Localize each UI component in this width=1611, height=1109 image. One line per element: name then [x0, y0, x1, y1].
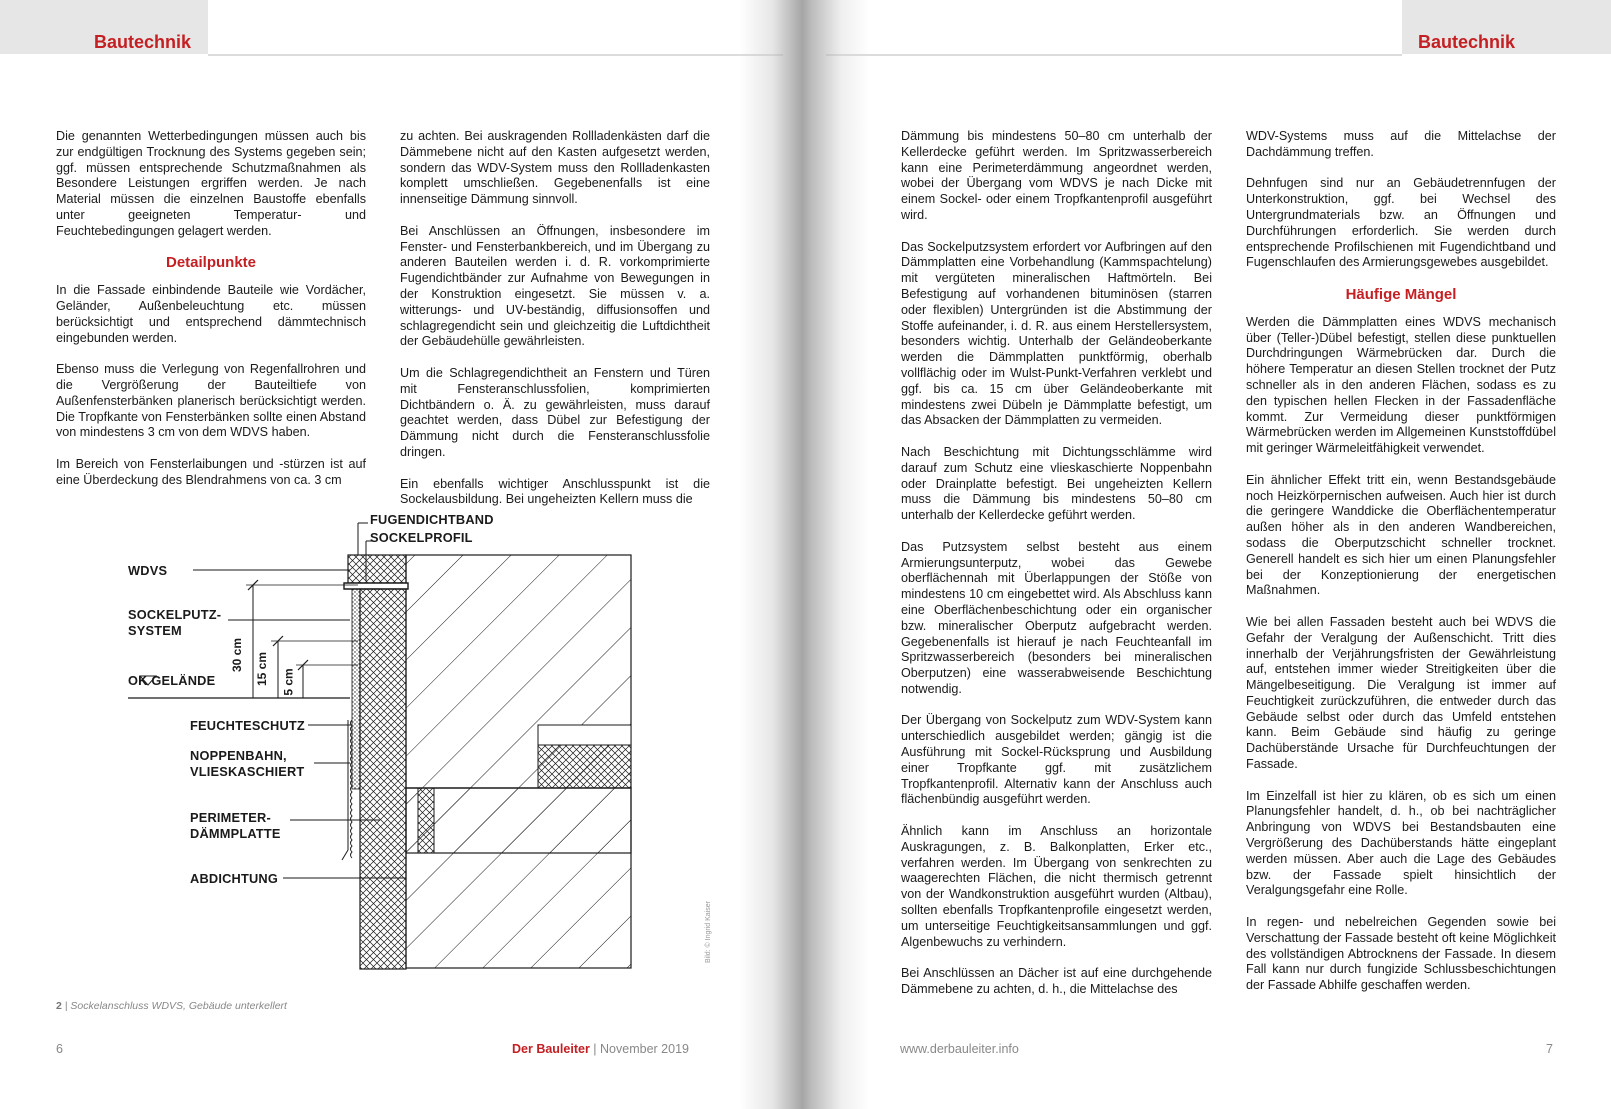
paragraph: Das Putzsystem selbst besteht aus einem Armierungsunterputz, wobei das Gewebe oberflächennah mit Überlappungen der Stöße von mindestens 10 cm eingebettet wird. Als Abschluss kann eine Oberflächenbeschichtung oder ein organischer bzw. mineralischer Oberputz aufgebracht werden. Gegebenenfalls ist hierauf je nach Feuchteanfall im Spritzwasserbereich (besonders bei mineralischen Oberputzen) eine wasserabweisende Beschichtung notwendig. — [901, 539, 1212, 696]
section-title-left: Bautechnik — [94, 32, 192, 52]
label-noppenbahn: NOPPENBAHN, VLIESKASCHIERT — [190, 748, 305, 779]
perimeter-insulation — [360, 589, 406, 969]
paragraph: Ein ebenfalls wichtiger Anschlusspunkt ist die Sockelausbildung. Bei ungeheizten Kellern muss die — [400, 476, 710, 507]
paragraph: Bei Anschlüssen an Öffnungen, insbesondere im Fenster- und Fensterbankbereich, und im Übergang zu anderen Bauteilen werden i. d. R. vorkomprimierte Fugendichtbänder zur Aufnahme von Bewegungen in der Konstruktion eingesetzt. Sie müssen v. a. witterungs- und UV-beständig, diffusionsoffen und schlagregendicht sein und gleichzeitig die Luftdichtheit der Gebäudehülle gewährleisten. — [400, 223, 710, 349]
footer-website: www.derbauleiter.info — [900, 1042, 1019, 1056]
paragraph: Ähnlich kann im Anschluss an horizontale Auskragungen, z. B. Balkonplatten, Erker etc., verfahren werden. Im Übergang von senkrechten zu waagerechten Flächen, die nicht thermisch getrennt von der Wandkonstruktion ausgeführt wurden (Altbau), sollten ebenfalls Tropfkantenprofile eingesetzt werden, um unterseitige Feuchtigkeitsansammlungen und ggf. Algenbewuchs zu verhindern. — [901, 824, 1212, 949]
paragraph: Ein ähnlicher Effekt tritt ein, wenn Bestandsgebäude noch Heizkörpernischen aufweisen. Auch hier ist durch die geringere Wanddicke die Oberflächentemperatur außen höher als in den anderen Wandbereichen, sodass die Oberputzschicht schneller trocknet. Generell handelt es sich hier um einen Planungsfehler bei der Konzeptionierung der energetischen Maßnahmen. — [1246, 472, 1556, 598]
caption-number: 2 — [56, 1000, 62, 1012]
label-fugendichtband: FUGENDICHTBAND — [370, 512, 494, 527]
label-sockelprofil: SOCKELPROFIL — [370, 530, 473, 545]
paragraph: Werden die Dämmplatten eines WDVS mechanisch über (Teller-)Dübel befestigt, stellen diese punktuellen Durchdringungen Wärmebrücken dar. Durch die höhere Temperatur an diesen Stellen trocknet der Putz schneller als in den anderen Flächen, sodass es zu den typischen hellen Flecken in der Fassadenfläche kommt. Zur Vermeidung dieser punktförmigen Wärmebrücken werden im Allgemeinen Kunststoffdübel mit geringer Wärmeleitfähigkeit verwendet. — [1246, 314, 1556, 456]
paragraph: Im Bereich von Fensterlaibungen und -stürzen ist auf eine Überdeckung des Blendrahmens von ca. 3 cm — [56, 456, 366, 487]
magazine-name: Der Bauleiter — [512, 1042, 590, 1056]
wdvs-insulation — [348, 555, 406, 583]
issue-date: November 2019 — [600, 1042, 689, 1056]
text-column-4 — [1246, 129, 1556, 1010]
paragraph: In die Fassade einbindende Bauteile wie Vordächer, Geländer, Außenbeleuchtung etc. müssen berücksichtigt und entsprechend dämmtechnisch eingebunden werden. — [56, 283, 366, 345]
paragraph: Das Sockelputzsystem erfordert vor Aufbringen auf den Dämmplatten eine Vorbehandlung (Kammspachtelung) mit vergüteten mineralischen Haftmörteln. Bei Befestigung auf vorhandenen bituminösen (starren oder flexiblen) Untergründen ist die Abstimmung der Stoffe aufeinander, i. d. R. aus einem Herstellersystem, besonders wichtig. Unterhalb der Geländeoberkante werden die Dämmplatten punktförmig, oberhalb vollflächig oder im Wulst-Punkt-Verfahren verklebt und ggf. bis ca. 15 cm über Geländeoberkante mit mindestens zwei Dübeln je Dämmplatte befestigt, um das Absacken der Dämmplatten zu vermeiden. — [901, 239, 1212, 428]
label-abdichtung: ABDICHTUNG — [190, 871, 279, 886]
label-wdvs: WDVS — [128, 563, 168, 578]
spine-shadow — [740, 0, 870, 1109]
text-column-1 — [56, 129, 366, 504]
page-number-right: 7 — [1546, 1042, 1553, 1056]
paragraph: Bei Anschlüssen an Dächer ist auf eine durchgehende Dämmebene zu achten, d. h., die Mittelachse des — [901, 966, 1212, 997]
paragraph: Der Übergang von Sockelputz zum WDV-System kann unterschiedlich ausgebildet werden; gängig ist die Ausführung mit Sockel-Rücksprung und Ausbildung einer Tropfkante ggf. mit zusätzlichem Tropfkantenprofil. Alternativ kann der Anschluss auch flächenbündig ausgeführt werden. — [901, 713, 1212, 807]
caption-separator: | — [64, 1000, 68, 1012]
header-rule-left — [208, 54, 783, 56]
paragraph: Ebenso muss die Verlegung von Regenfallrohren und die Vergrößerung der Bauteiltiefe von Außenfensterbänken planerisch berücksichtigt werden. Die Tropfkante von Fensterbänken sollte einen Abstand von mindestens 3 cm von dem WDVS haben. — [56, 362, 366, 440]
paragraph: zu achten. Bei auskragenden Rollladenkästen darf die Dämmebene nicht auf den Kasten aufgesetzt werden, sondern das WDV-System muss den Rollladenkasten komplett umschließen. Gegebenenfalls ist eine innenseitige Dämmung sinnvoll. — [400, 129, 710, 207]
paragraph: Dehnfugen sind nur an Gebäudetrennfugen der Unterkonstruktion, ggf. bei Wechsel des Untergrundmaterials bzw. an Öffnungen und Durchführungen erforderlich. Sie werden durch entsprechende Profilschienen mit Fugendichtband und Fugenschlaufen des Armierungsgewebes ausgebildet. — [1246, 176, 1556, 270]
paragraph: Nach Beschichtung mit Dichtungsschlämme wird darauf zum Schutz eine vlieskaschierte Noppenbahn oder Drainplatte befestigt. Bei ungeheizten Kellern muss die Dämmung bis mindestens 50–80 cm unterhalb der Kellerdecke geführt werden. — [901, 444, 1212, 523]
section-heading-detailpunkte: Detailpunkte — [165, 254, 256, 272]
image-credit: Bild: © Ingrid Kaiser — [705, 901, 712, 963]
text-column-3 — [901, 129, 1212, 1014]
paragraph: Im Einzelfall ist hier zu klären, ob es sich um einen Planungsfehler handelt, d. h., ob bei nachträglicher Anbringung von WDVS bei Bestandsbauten eine Vergrößerung des Dachüberstands hätte eingeplant werden müssen. Aber auch die Lage des Gebäudes bzw. der Fassade spielt hinsichtlich der Veralgungsgefahr eine Rolle. — [1246, 788, 1556, 898]
label-feuchteschutz: FEUCHTESCHUTZ — [190, 718, 305, 733]
figure-caption — [56, 1000, 287, 1012]
page-number-left: 6 — [56, 1042, 63, 1056]
footer-separator: | — [593, 1042, 597, 1056]
label-sockelputz-system: SOCKELPUTZ- SYSTEM — [128, 607, 222, 638]
label-perimeterdaemmplatte: PERIMETER- DÄMMPLATTE — [190, 810, 281, 841]
sockel-plaster — [352, 589, 360, 789]
paragraph: Die genannten Wetterbedingungen müssen auch bis zur endgültigen Trocknung des Systems gegeben sein; ggf. müssen entsprechende Schutzmaßnahmen als Besondere Leistungen ergriffen werden. Je nach Material müssen die einzelnen Baustoffe ebenfalls unter geeigneten Temperatur- und Feuchtebedingungen gelagert werden. — [56, 129, 366, 238]
ceiling-slab — [406, 788, 631, 853]
dimension-5cm: 5 cm — [281, 668, 296, 696]
dimension-30cm: 30 cm — [230, 637, 245, 673]
label-ok-gelaende: OK GELÄNDE — [128, 673, 216, 688]
sockel-profile — [344, 583, 408, 589]
paragraph: Um die Schlagregendichtheit an Fenstern und Türen mit Fensteranschlussfolien, komprimierten Dichtbändern o. Ä. zu gewährleisten, muss darauf geachtet werden, dass Dübel zur Befestigung der Dämmung nicht durch die Fensteranschlussfolie dringen. — [400, 365, 710, 459]
header-rule-right — [826, 54, 1402, 56]
technical-drawing — [118, 512, 718, 1005]
caption-text: Sockelanschluss WDVS, Gebäude unterkellert — [70, 1000, 287, 1012]
paragraph: Wie bei allen Fassaden besteht auch bei WDVS die Gefahr der Veralgung der Außenschicht. Tritt dies innerhalb der Verjährungsfristen der Gewährleistung auf, entstehen immer wieder Streitigkeiten über die Mängelbeseitigung. Die Veralgung ist immer auf Feuchtigkeit zurückzuführen, die entweder durch das Gebäude selbst oder durch das Umfeld entstehen kann. Beim Gebäude sind häufig zu geringe Dachüberstände Ursache für Durchfeuchtungen der Fassade. — [1246, 614, 1556, 772]
dimension-15cm: 15 cm — [255, 651, 270, 687]
text-column-2 — [400, 129, 710, 524]
paragraph: WDV-Systems muss auf die Mittelachse der Dachdämmung treffen. — [1246, 129, 1556, 159]
paragraph: In regen- und nebelreichen Gegenden sowie bei Verschattung der Fassade besteht oft keine Möglichkeit des vollständigen Abtrocknens der Fassade. In diesem Fall kann nur durch fungizide Schlussbeschichtungen der Fassade Abhilfe geschaffen werden. — [1246, 915, 1556, 993]
section-heading-haeufige-maengel: Häufige Mängel — [1345, 285, 1457, 303]
section-title-right: Bautechnik — [1418, 32, 1516, 52]
paragraph: Dämmung bis mindestens 50–80 cm unterhalb der Kellerdecke geführt werden. Im Spritzwasserbereich kann eine Perimeterdämmung angeordnet werden, wobei der Übergang vom WDVS je nach Dicke mit einem Sockel- oder einem Tropfkantenprofil ausgeführt wird. — [901, 129, 1212, 222]
footer-magazine — [512, 1042, 689, 1056]
